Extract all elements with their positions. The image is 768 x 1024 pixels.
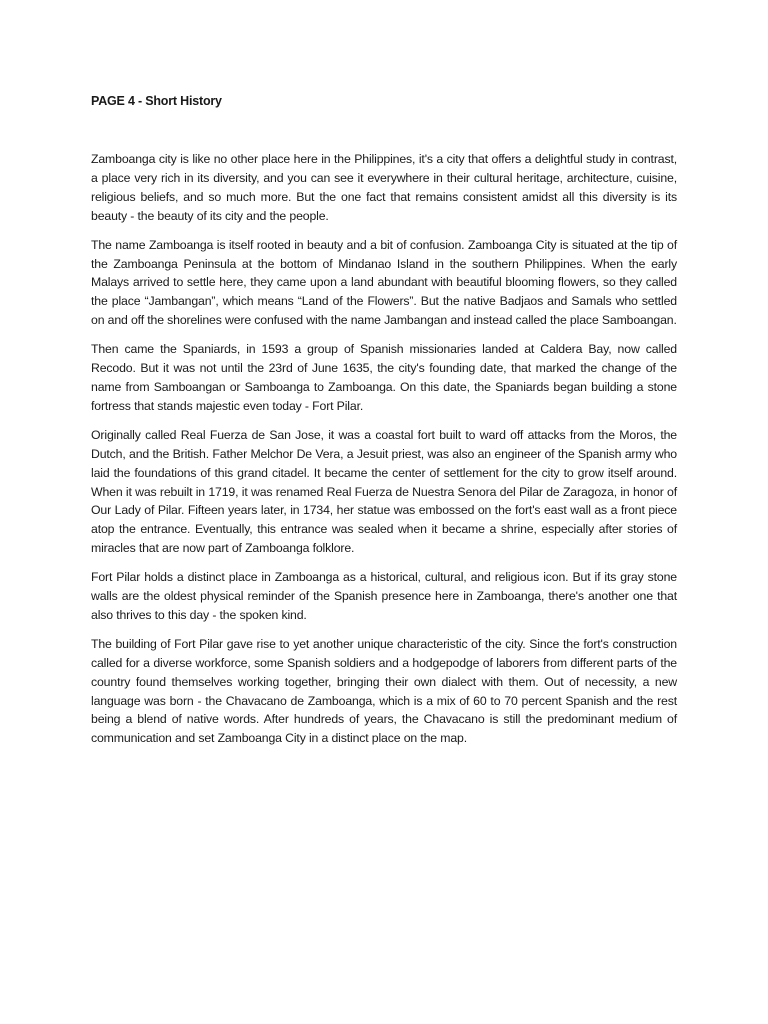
page-heading: PAGE 4 - Short History (91, 94, 222, 108)
document-body (91, 150, 677, 758)
paragraph-6: The building of Fort Pilar gave rise to yet another unique characteristic of the city. Since the fort's construction called for a diverse workforce, some Spanish soldiers and a hodgepodge of laborers from different parts of the country found themselves working together, bringing their own dialect with them. Out of necessity, a new language was born - the Chavacano de Zamboanga, which is a mix of 60 to 70 percent Spanish and the rest being a blend of native words. After hundreds of years, the Chavacano is still the predominant medium of communication and set Zamboanga City in a distinct place on the map. (91, 636, 677, 746)
paragraph-3: Then came the Spaniards, in 1593 a group of Spanish missionaries landed at Caldera Bay, now called Recodo. But it was not until the 23rd of June 1635, the city's founding date, that marked the change of the name from Samboangan or Samboanga to Zamboanga. On this date, the Spaniards began building a stone fortress that stands majestic even today - Fort Pilar. (91, 342, 677, 413)
paragraph-4: Originally called Real Fuerza de San Jose, it was a coastal fort built to ward off attacks from the Moros, the Dutch, and the British. Father Melchor De Vera, a Jesuit priest, was also an engineer of the Spanish army who laid the foundations of this grand citadel. It became the center of settlement for the city to grow itself around. When it was rebuilt in 1719, it was renamed Real Fuerza de Nuestra Senora del Pilar de Zaragoza, in honor of Our Lady of Pilar. Fifteen years later, in 1734, her statue was embossed on the fort's east wall as a front piece atop the entrance. Eventually, this entrance was sealed when it became a shrine, especially after stories of miracles that are now part of Zamboanga folklore. (91, 427, 677, 556)
paragraph-2: The name Zamboanga is itself rooted in beauty and a bit of confusion. Zamboanga City is situated at the tip of the Zamboanga Peninsula at the bottom of Mindanao Island in the southern Philippines. When the early Malays arrived to settle here, they came upon a land abundant with beautiful blooming flowers, so they called the place “Jambangan”, which means “Land of the Flowers”. But the native Badjaos and Samals who settled on and off the shorelines were confused with the name Jambangan and instead called the place Samboangan. (91, 237, 677, 328)
paragraph-1: Zamboanga city is like no other place here in the Philippines, it's a city that offers a delightful study in contrast, a place very rich in its diversity, and you can see it everywhere in their cultural heritage, architecture, cuisine, religious beliefs, and so much more. But the one fact that remains consistent amidst all this diversity is its beauty - the beauty of its city and the people. (91, 152, 677, 223)
paragraph-5: Fort Pilar holds a distinct place in Zamboanga as a historical, cultural, and religious icon. But if its gray stone walls are the oldest physical reminder of the Spanish presence here in Zamboanga, there's another one that also thrives to this day - the spoken kind. (91, 570, 677, 622)
